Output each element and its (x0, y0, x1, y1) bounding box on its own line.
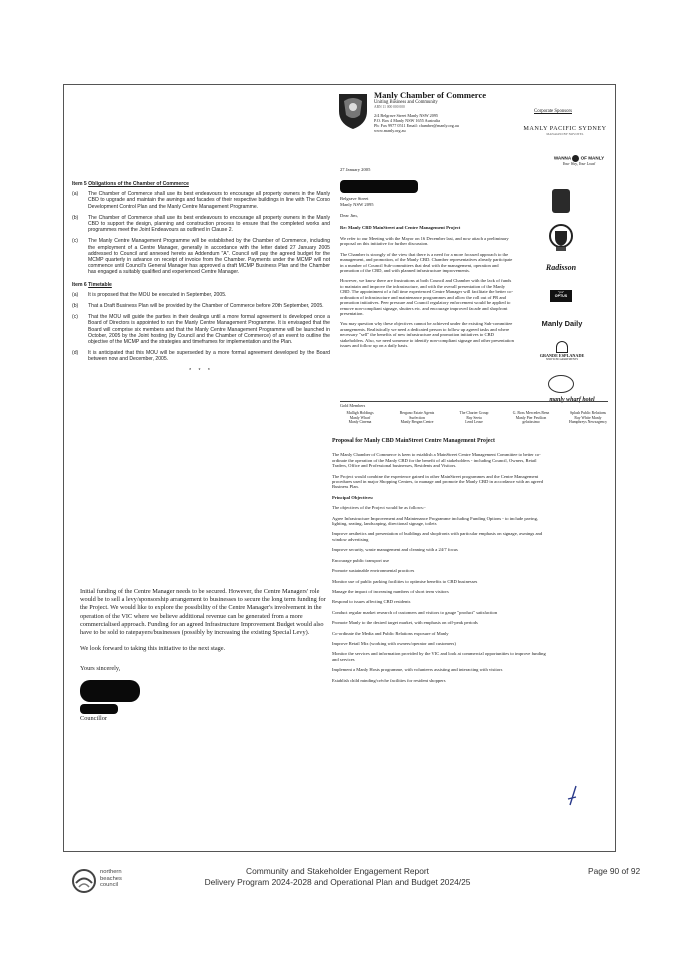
corporate-sponsors-label: Corporate Sponsors (534, 109, 572, 114)
gold-members-column (397, 411, 437, 425)
gold-member-name: gelatissimo (522, 420, 540, 425)
objective-item: Promote Manly to the desired target market, with emphasis on off-peak periods (332, 620, 478, 626)
letter-paragraphs (340, 236, 515, 348)
chamber-crest-icon (336, 91, 370, 131)
letter-paragraph: However, we know there are frustrations at both Council and Chamber with the lack of funds to maintain and improve the infrastructure, and with the overall presentation of the Manly CBD. The appointment of a full time experienced Centre Manager will facilitate the better co-ordination of infrastructure and maintenance programmes and allow the roll out of PR and promotion initiatives. Peer pressure and Council regulatory enforcement would be applied to remove non-compliant signage, shutters etc. and encourage improved facade and shopfront presentation. (340, 278, 514, 316)
clause-text: It is anticipated that this MOU will be superseded by a more formal agreement developed by the Board between now and December, 2005. (88, 350, 330, 363)
scanned-document (63, 84, 616, 852)
northern-beaches-logo-icon (71, 868, 97, 894)
objective-item: Monitor use of public parking facilities to optimise benefits to CBD businesses (332, 578, 478, 584)
objective-item: Respond to issues affecting CBD residents (332, 599, 411, 605)
grande-arch-icon (556, 341, 568, 353)
letter-date: 27 January 2005 (340, 167, 371, 172)
proposal-intro (332, 452, 552, 489)
gold-members-heading: Gold Members (340, 403, 366, 408)
objective-item: Improve security, waste management and cleaning with a 24/7 focus (332, 547, 458, 553)
clause-label: (a) (72, 191, 79, 198)
clause-item (72, 292, 330, 298)
sponsor-manly-wharf: manly wharf hotel (549, 397, 595, 403)
clause-label: (d) (72, 350, 79, 357)
yours-sincerely: Yours sincerely, (80, 665, 121, 673)
clause-text: The Chamber of Commerce shall use its best endeavours to encourage all property owners in the Manly CBD to upgrade and maintain the awnings and facades of their respective buildings in line with The Corso Development Control Plan and the Manly Centre Management Programme. (88, 191, 330, 210)
chamber-name: Manly Chamber of Commerce (374, 90, 487, 100)
clause-item (72, 191, 330, 210)
proposal-paragraph: The Project would combine the experience gained in other MainStreet programmes and the Centre Management procedures used in major Shopping Centres, to manage and promote the Manly CBD in accordance with an agreed Business Plan. (332, 473, 543, 490)
proposal-paragraph: The Manly Chamber of Commerce is keen to establish a MainStreet Centre Management Committee to better co-ordinate the operation of the Manly CBD for the benefit of all stakeholders - including Council, Owners, Retail Traders, Office and Professional businesses, Residents and Visitors. (332, 452, 541, 469)
objectives-intro: The objectives of the Project would be as follows:- (332, 505, 426, 511)
clause-item (72, 350, 330, 362)
clause-label: (a) (72, 291, 79, 298)
clause-label: (c) (72, 314, 78, 321)
clause-text: The Manly Centre Management Programme will be established by the Chamber of Commerce, including the employment of a Centre Manager, generally in accordance with the letter dated 27 January 2005 addressed to Council and annexed hereto as Addendum "A". Council will pay the agreed budget for the MCMP quarterly in advance on receipt of invoice from the Chamber. Payments under the MCMP will not commence until Council's General Manager has approved a draft MCMP Business Plan and the Chamber has engaged a suitably qualified and experienced Centre Manager. (88, 238, 330, 276)
gold-members-columns (340, 411, 608, 425)
council-logo-text: northern beaches council (100, 869, 122, 889)
end-stars: * * * (189, 367, 213, 374)
gold-member-name: Surfection (409, 415, 425, 420)
clause-item (72, 215, 330, 234)
sponsor-grande: GRANDE ESPLANADE SERVICED APARTMENTS (534, 341, 590, 361)
letter-subject: Re: Manly CBD MainStreet and Centre Management Project (340, 224, 461, 230)
objective-item: Co-ordinate the Media and Public Relations exposure of Manly (332, 630, 449, 636)
clause-label: (b) (72, 303, 79, 310)
gold-member-name: Manly Pier Pavilion (515, 415, 547, 420)
gold-members-column (568, 411, 608, 425)
letter-paragraph: We refer to our Meeting with the Mayor on 16 December last, and now attach a preliminary proposal on this initiative for further discussion. (340, 236, 509, 247)
letter-paragraph: The Chamber is strongly of the view that there is a need for a more focused approach to the management, and promotion, of the Manly CBD. Chamber representatives already participate in a number of Council Sub-committees that deal with the management, operation and promotion of the CBD, and with planned infrastructure improvements. (340, 251, 513, 274)
clause-item (72, 303, 330, 309)
clause-text: The Chamber of Commerce shall use its best endeavours to encourage all property owners in the Manly CBD to support the design, planning and construction process to ensure that the completed works and programmes meet the Joint Endeavours as outlined in Clause 2. (88, 214, 330, 234)
gold-member-name: Bergano Estate Agents (399, 411, 435, 415)
letter-paragraph: You may question why these objectives cannot be achieved under the existing Sub-committee arrangements. Realistically we need a dedicated person to follow up agreed tasks and where necessary "sell" the benefits of new infrastructure and promotion initiatives to CBD stakeholders. Also, we need someone to identify non-compliant signage and other presentation issues and follow up on a daily basis. (340, 321, 514, 348)
footer-title: Community and Stakeholder Engagement Report Delivery Program 2024-2028 and Operational Plan and Budget 2024/25 (204, 866, 471, 887)
sponsor-manly-daily: Manly Daily (541, 319, 583, 328)
clause-text: That the MOU will guide the parties in their dealings until a more formal agreement is developed once a Board of Directors is appointed to run the Manly Centre Management Programme. It is envisaged that the Board will comprise six members and that the Manly Centre Management Programme will be launched in October, 2005 by the Joint hosting (by Council and the Chamber of Commerce) of an event to outline the objective of the MCMP and the strategies and timeframes for implementation and the Plan. (88, 314, 330, 346)
sponsor-radisson: Radisson (545, 263, 577, 272)
objective-item: Manage the impact of increasing numbers of short term visitors (332, 588, 449, 594)
chamber-address: 2/4 Belgrave Street Manly NSW 2095 P.O. Box 4 Manly NSW 1655 Australia Ph: Fax 9977 0511 Email: chamber@manly.org.au www.manly.org.au (374, 113, 459, 133)
gold-member-name: Splash Public Relations (569, 411, 607, 415)
objectives-heading: Principal Objectives: (332, 494, 374, 500)
gold-member-name: Mulligh Holdings (346, 411, 374, 415)
sponsor-wanna-be: WANNA OF MANLY Your Way, Your Local (553, 155, 605, 166)
objective-item: Agree Infrastructure Improvement and Maintenance Programme including Funding Options - to include paving, lighting, seating, landscaping, directional signage, toilets (332, 515, 539, 527)
objective-item: Monitor the services and information provided by the VIC and look at commercial opportunities to improve funding and services (332, 651, 546, 662)
redacted-name-block-2 (80, 704, 118, 714)
item6-heading: Item 6 Timetable (72, 281, 112, 288)
objectives-list (332, 516, 552, 683)
letter-salutation: Dear Jim, (340, 213, 358, 219)
page-number: Page 90 of 92 (588, 866, 641, 876)
objective-item: Improve Retail Mix (working with owners/operator and customers) (332, 640, 456, 646)
item6-list (72, 292, 330, 363)
gold-members-column (340, 411, 380, 425)
letter-ending (80, 588, 330, 723)
clause-item (72, 314, 330, 345)
gold-member-name: Ray White Manly (574, 415, 602, 420)
gold-member-name: Ray Seeta (466, 415, 482, 420)
item5-list (72, 191, 330, 275)
chamber-subtitle: Uniting Business and Community ABN 11 000 000 000 (374, 100, 438, 109)
proposal (332, 439, 552, 688)
redacted-signature-block (80, 680, 140, 702)
objective-item: Promote sustainable environmental practices (332, 568, 415, 574)
gold-member-name: Humphreys Newsagency (568, 420, 608, 425)
gold-member-name: Lend Lease (465, 420, 483, 425)
clause-label: (b) (72, 214, 79, 221)
gold-members-column (454, 411, 494, 425)
be-circle-icon (572, 155, 579, 162)
sponsor-badge-icon (552, 189, 570, 213)
objective-item: Encourage public transport use (332, 557, 390, 563)
item5-heading: Item 5 Obligations of the Chamber of Commerce (72, 181, 189, 187)
gold-member-name: The Charter Group (459, 411, 489, 415)
clause-label: (c) (72, 238, 78, 245)
gold-member-name: Manly Cinema (348, 420, 372, 425)
proposal-title: Proposal for Manly CBD MainStreet Centre Management Project (332, 438, 495, 444)
sponsor-crest-icon (548, 223, 574, 253)
gold-members-column (511, 411, 551, 425)
signature-mark-icon (564, 785, 580, 807)
funding-paragraph: Initial funding of the Centre Manager needs to be secured. However, the Centre Managers' role would be to sell a levy/sponsorship arrangement to businesses to secure the long term funding for the Project. We would like to explore the possibility of the Centre Manager's involvement in the operation of the VIC where we believe additional revenue can be generated from a more commercialised approach. Funding for an agreed Infrastructure Improvement Budget would also have to be sold to ratepayers/businesses (possibly by increasing the existing Special Levy). (80, 588, 326, 637)
closing-paragraph: We look forward to taking this initiative to the next stage. (80, 645, 226, 653)
signatory-role: Councillor (80, 714, 107, 722)
objective-item: Implement a Manly Hosts programme, with volunteers assisting and interacting with visitors (332, 667, 503, 673)
objective-item: Improve aesthetics and presentation of buildings and shopfronts with particular emphasis on signage, awnings and window advertising (332, 531, 543, 542)
sponsor-manly-pacific: MANLY PACIFIC SYDNEY MANAGED BY NOVOTEL (523, 125, 607, 136)
mou-clauses (72, 181, 330, 374)
clause-item (72, 238, 330, 275)
redacted-name-block (340, 180, 418, 193)
gold-members (340, 401, 608, 425)
gold-member-name: G. Boss Mercedes Benz (512, 411, 550, 415)
objective-item: Conduct regular market research of customers and visitors to gauge "product" satisfaction (332, 609, 498, 615)
sponsor-optus: "yes" OPTUS (550, 290, 572, 302)
gold-member-name: Manly Wharf (349, 415, 371, 420)
objective-item: Establish child minding/crèche facilities for resident shoppers (332, 677, 446, 683)
clause-text: That a Draft Business Plan will be provided by the Chamber of Commerce before 20th September, 2005. (88, 303, 324, 310)
gold-member-name: Manly Bergan Centre (400, 420, 434, 425)
clause-text: It is proposed that the MOU be executed in September, 2005. (88, 291, 227, 298)
sponsor-oval-logo-icon (548, 375, 574, 393)
letter-body: 27 January 2005 Belgrave Street Manly NSW 2095 Dear Jim, Re: Manly CBD MainStreet and Centre Management Project We refer to our Meeting with the Mayor on 16 December last, and now attach a preliminary proposal on this initiative for further discussion. The Chamber is strongly of the view that there is a need for a more focused approach to the management, and promotion, of the Manly CBD. Chamber representatives already participate in a number of Council Sub-committees that deal with the management, operation and promotion of the CBD, and with planned infrastructure improvements. However, we know there are frustrations at both Council and Chamber with the lack of funds to maintain and improve the infrastructure, and with the overall presentation of the Manly CBD. The appointment of a full time experienced Centre Manager will facilitate the better co-ordination of infrastructure and maintenance programmes and allow the roll out of PR and promotion initiatives. Peer pressure and Council regulatory enforcement would be applied to remove non-compliant signage, shutters etc. and encourage improved facade and shopfront presentation. You may question why these objectives cannot be achieved under the existing Sub-committee arrangements. Realistically we need a dedicated person to follow up agreed tasks and where necessary "sell" the benefits of new infrastructure and promotion initiatives to CBD stakeholders. Also, we need someone to identify non-compliant signage and other presentation issues and follow up on a daily basis. (340, 167, 514, 348)
